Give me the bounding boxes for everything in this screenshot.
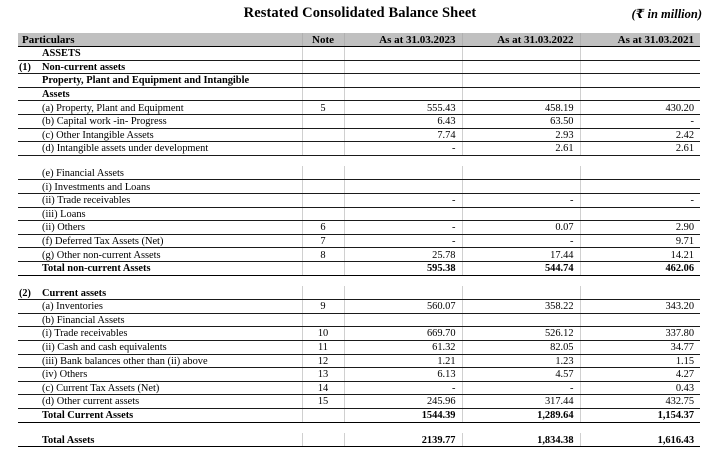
- row-value-2023: 61.32: [344, 340, 462, 354]
- table-row: [18, 286, 700, 300]
- row-value-2023: 25.78: [344, 248, 462, 262]
- row-value-2022: [462, 286, 580, 300]
- row-value-2023: -: [344, 142, 462, 156]
- table-row: [18, 47, 700, 61]
- row-value-2023: 1.21: [344, 354, 462, 368]
- column-header-year-2023: As at 31.03.2023: [344, 33, 462, 47]
- row-index-label: [18, 74, 38, 88]
- row-value-2022: 1,289.64: [462, 408, 580, 422]
- row-note-reference: 13: [302, 368, 344, 382]
- column-header-note: Note: [302, 33, 344, 47]
- row-value-2023: 560.07: [344, 300, 462, 314]
- column-header-year-2022: As at 31.03.2022: [462, 33, 580, 47]
- spacer-row: [18, 155, 700, 166]
- row-value-2023: [344, 313, 462, 327]
- table-row: [18, 381, 700, 395]
- table-row: [18, 300, 700, 314]
- row-value-2022: 82.05: [462, 340, 580, 354]
- row-note-reference: [302, 60, 344, 74]
- row-particulars-label: (iii) Bank balances other than (ii) above: [38, 354, 302, 368]
- row-index-label: [18, 313, 38, 327]
- row-particulars-label: ASSETS: [38, 47, 302, 61]
- row-value-2021: 343.20: [580, 300, 700, 314]
- row-value-2022: 317.44: [462, 395, 580, 409]
- row-particulars-label: (iv) Others: [38, 368, 302, 382]
- row-value-2021: [580, 74, 700, 88]
- row-index-label: [18, 327, 38, 341]
- table-row: [18, 60, 700, 74]
- row-value-2023: [344, 286, 462, 300]
- row-particulars-label: Property, Plant and Equipment and Intangible: [38, 74, 302, 88]
- row-value-2022: 63.50: [462, 115, 580, 129]
- spacer-cell: [462, 275, 580, 286]
- row-value-2021: 1,154.37: [580, 408, 700, 422]
- table-row: [18, 354, 700, 368]
- row-value-2022: -: [462, 381, 580, 395]
- row-index-label: [18, 300, 38, 314]
- row-value-2021: 14.21: [580, 248, 700, 262]
- row-value-2021: 432.75: [580, 395, 700, 409]
- row-value-2022: [462, 60, 580, 74]
- balance-sheet-table: [18, 33, 700, 447]
- row-note-reference: [302, 313, 344, 327]
- row-value-2021: 34.77: [580, 340, 700, 354]
- row-note-reference: 12: [302, 354, 344, 368]
- row-value-2021: [580, 47, 700, 61]
- row-value-2023: -: [344, 221, 462, 235]
- row-value-2021: 0.43: [580, 381, 700, 395]
- table-row: [18, 166, 700, 180]
- table-row: [18, 74, 700, 88]
- table-row: [18, 142, 700, 156]
- row-note-reference: [302, 115, 344, 129]
- row-index-label: (1): [18, 60, 38, 74]
- table-row: [18, 395, 700, 409]
- spacer-cell: [302, 422, 344, 433]
- row-particulars-label: (c) Current Tax Assets (Net): [38, 381, 302, 395]
- spacer-cell: [344, 422, 462, 433]
- row-particulars-label: Total Current Assets: [38, 408, 302, 422]
- row-particulars-label: (ii) Cash and cash equivalents: [38, 340, 302, 354]
- row-index-label: [18, 248, 38, 262]
- table-header: [18, 33, 700, 47]
- row-value-2023: -: [344, 234, 462, 248]
- row-index-label: [18, 207, 38, 221]
- row-index-label: [18, 262, 38, 276]
- currency-unit-note: (₹ in million): [631, 7, 702, 21]
- row-value-2021: [580, 60, 700, 74]
- row-index-label: [18, 408, 38, 422]
- row-value-2022: -: [462, 234, 580, 248]
- row-value-2021: [580, 180, 700, 194]
- row-value-2023: [344, 47, 462, 61]
- row-value-2023: 595.38: [344, 262, 462, 276]
- row-value-2021: [580, 286, 700, 300]
- row-value-2022: 2.93: [462, 128, 580, 142]
- row-index-label: [18, 166, 38, 180]
- spacer-cell: [462, 155, 580, 166]
- row-value-2023: 1544.39: [344, 408, 462, 422]
- spacer-cell: [580, 422, 700, 433]
- row-index-label: [18, 47, 38, 61]
- row-note-reference: [302, 166, 344, 180]
- row-value-2021: 337.80: [580, 327, 700, 341]
- column-header-year-2021: As at 31.03.2021: [580, 33, 700, 47]
- spacer-cell: [344, 275, 462, 286]
- row-value-2023: [344, 87, 462, 101]
- spacer-cell: [580, 155, 700, 166]
- row-value-2022: 17.44: [462, 248, 580, 262]
- row-particulars-label: (iii) Loans: [38, 207, 302, 221]
- row-note-reference: 6: [302, 221, 344, 235]
- row-particulars-label: (ii) Trade receivables: [38, 194, 302, 208]
- row-value-2021: 9.71: [580, 234, 700, 248]
- spacer-cell: [38, 155, 302, 166]
- spacer-cell: [18, 275, 38, 286]
- row-value-2023: 7.74: [344, 128, 462, 142]
- table-row: [18, 128, 700, 142]
- row-value-2022: 526.12: [462, 327, 580, 341]
- table-row: [18, 313, 700, 327]
- row-value-2022: [462, 180, 580, 194]
- spacer-cell: [580, 275, 700, 286]
- row-value-2022: [462, 166, 580, 180]
- row-value-2022: [462, 47, 580, 61]
- page-title: Restated Consolidated Balance Sheet: [243, 5, 477, 21]
- row-index-label: [18, 354, 38, 368]
- row-value-2021: 430.20: [580, 101, 700, 115]
- table-row: [18, 262, 700, 276]
- row-value-2023: 245.96: [344, 395, 462, 409]
- spacer-cell: [302, 155, 344, 166]
- row-note-reference: 14: [302, 381, 344, 395]
- row-index-label: [18, 368, 38, 382]
- row-value-2021: [580, 207, 700, 221]
- row-value-2021: 462.06: [580, 262, 700, 276]
- row-particulars-label: (c) Other Intangible Assets: [38, 128, 302, 142]
- row-note-reference: [302, 194, 344, 208]
- row-note-reference: [302, 47, 344, 61]
- row-index-label: [18, 395, 38, 409]
- row-particulars-label: (f) Deferred Tax Assets (Net): [38, 234, 302, 248]
- row-note-reference: 9: [302, 300, 344, 314]
- table-row: [18, 221, 700, 235]
- row-value-2023: -: [344, 381, 462, 395]
- row-particulars-label: (i) Investments and Loans: [38, 180, 302, 194]
- row-value-2021: 2.90: [580, 221, 700, 235]
- spacer-row: [18, 422, 700, 433]
- row-particulars-label: (b) Financial Assets: [38, 313, 302, 327]
- row-note-reference: 11: [302, 340, 344, 354]
- spacer-cell: [462, 422, 580, 433]
- row-value-2022: 458.19: [462, 101, 580, 115]
- row-value-2023: [344, 166, 462, 180]
- row-value-2021: 1.15: [580, 354, 700, 368]
- row-value-2021: -: [580, 115, 700, 129]
- row-index-label: [18, 101, 38, 115]
- row-value-2022: 1.23: [462, 354, 580, 368]
- row-particulars-label: Non-current assets: [38, 60, 302, 74]
- row-value-2021: 4.27: [580, 368, 700, 382]
- row-value-2022: 4.57: [462, 368, 580, 382]
- row-value-2023: -: [344, 194, 462, 208]
- row-note-reference: [302, 262, 344, 276]
- table-row: [18, 115, 700, 129]
- row-value-2023: 2139.77: [344, 433, 462, 447]
- spacer-cell: [18, 422, 38, 433]
- row-note-reference: [302, 142, 344, 156]
- row-note-reference: 5: [302, 101, 344, 115]
- row-index-label: [18, 234, 38, 248]
- row-value-2021: 2.42: [580, 128, 700, 142]
- row-note-reference: [302, 128, 344, 142]
- row-value-2021: [580, 166, 700, 180]
- table-row: [18, 248, 700, 262]
- row-particulars-label: Current assets: [38, 286, 302, 300]
- row-index-label: [18, 221, 38, 235]
- title-band: [0, 0, 720, 30]
- row-particulars-label: Total non-current Assets: [38, 262, 302, 276]
- table-row: [18, 194, 700, 208]
- row-particulars-label: (i) Trade receivables: [38, 327, 302, 341]
- row-note-reference: [302, 286, 344, 300]
- row-index-label: [18, 180, 38, 194]
- row-value-2022: 2.61: [462, 142, 580, 156]
- row-value-2021: 1,616.43: [580, 433, 700, 447]
- spacer-row: [18, 275, 700, 286]
- table-row: [18, 180, 700, 194]
- table-row: [18, 340, 700, 354]
- row-index-label: [18, 433, 38, 447]
- table-row: [18, 101, 700, 115]
- column-header-particulars: Particulars: [18, 33, 302, 47]
- row-particulars-label: (g) Other non-current Assets: [38, 248, 302, 262]
- row-value-2022: 544.74: [462, 262, 580, 276]
- spacer-cell: [38, 275, 302, 286]
- table-row: [18, 207, 700, 221]
- spacer-cell: [302, 275, 344, 286]
- table-row: [18, 234, 700, 248]
- row-index-label: [18, 381, 38, 395]
- row-particulars-label: Total Assets: [38, 433, 302, 447]
- row-value-2023: [344, 60, 462, 74]
- row-note-reference: 8: [302, 248, 344, 262]
- row-value-2022: 0.07: [462, 221, 580, 235]
- row-value-2022: 1,834.38: [462, 433, 580, 447]
- row-note-reference: 10: [302, 327, 344, 341]
- row-particulars-label: (ii) Others: [38, 221, 302, 235]
- row-particulars-label: (a) Property, Plant and Equipment: [38, 101, 302, 115]
- table-row: [18, 87, 700, 101]
- row-value-2023: 669.70: [344, 327, 462, 341]
- row-index-label: (2): [18, 286, 38, 300]
- row-value-2023: 555.43: [344, 101, 462, 115]
- row-particulars-label: (d) Other current assets: [38, 395, 302, 409]
- table-body: [18, 47, 700, 447]
- row-value-2022: [462, 313, 580, 327]
- row-note-reference: [302, 87, 344, 101]
- row-note-reference: [302, 207, 344, 221]
- row-value-2022: 358.22: [462, 300, 580, 314]
- row-value-2023: [344, 74, 462, 88]
- spacer-cell: [344, 155, 462, 166]
- row-index-label: [18, 340, 38, 354]
- row-note-reference: [302, 408, 344, 422]
- row-value-2023: [344, 180, 462, 194]
- row-index-label: [18, 87, 38, 101]
- table-row: [18, 408, 700, 422]
- row-note-reference: [302, 74, 344, 88]
- row-value-2022: [462, 74, 580, 88]
- row-note-reference: [302, 180, 344, 194]
- row-note-reference: [302, 433, 344, 447]
- row-value-2021: [580, 313, 700, 327]
- row-value-2021: 2.61: [580, 142, 700, 156]
- row-value-2022: [462, 87, 580, 101]
- row-index-label: [18, 194, 38, 208]
- row-index-label: [18, 115, 38, 129]
- row-particulars-label: Assets: [38, 87, 302, 101]
- row-particulars-label: (d) Intangible assets under development: [38, 142, 302, 156]
- table-row: [18, 368, 700, 382]
- spacer-cell: [38, 422, 302, 433]
- row-value-2023: [344, 207, 462, 221]
- row-note-reference: 15: [302, 395, 344, 409]
- header-row: [18, 33, 700, 47]
- row-index-label: [18, 128, 38, 142]
- row-note-reference: 7: [302, 234, 344, 248]
- table-row: [18, 327, 700, 341]
- row-particulars-label: (e) Financial Assets: [38, 166, 302, 180]
- row-particulars-label: (b) Capital work -in- Progress: [38, 115, 302, 129]
- row-particulars-label: (a) Inventories: [38, 300, 302, 314]
- row-value-2022: -: [462, 194, 580, 208]
- row-value-2021: [580, 87, 700, 101]
- row-value-2023: 6.43: [344, 115, 462, 129]
- row-value-2022: [462, 207, 580, 221]
- row-value-2023: 6.13: [344, 368, 462, 382]
- spacer-cell: [18, 155, 38, 166]
- table-row: [18, 433, 700, 447]
- row-index-label: [18, 142, 38, 156]
- row-value-2021: -: [580, 194, 700, 208]
